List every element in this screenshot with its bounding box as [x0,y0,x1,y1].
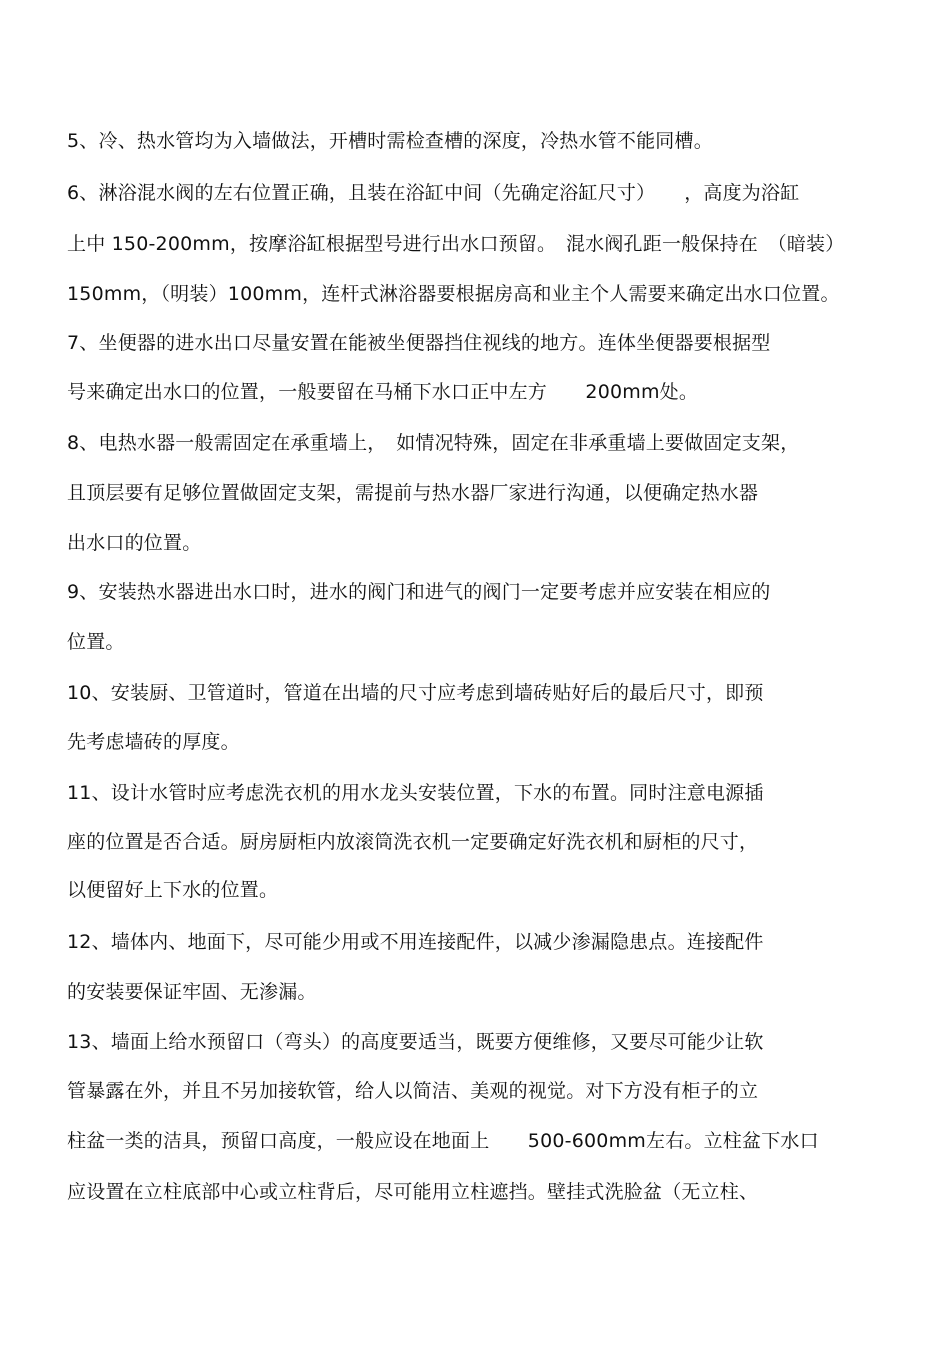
text-line: 座的位置是否合适。厨房厨柜内放滚筒洗衣机一定要确定好洗衣机和厨柜的尺寸， [67,831,759,853]
text-line: 以便留好上下水的位置。 [67,879,279,901]
text-line: 且顶层要有足够位置做固定支架，需提前与热水器厂家进行沟通，以便确定热水器 [67,482,759,504]
text-line: 10、安装厨、卫管道时，管道在出墙的尺寸应考虑到墙砖贴好后的最后尺寸，即预 [67,682,764,704]
text-line: 7、坐便器的进水出口尽量安置在能被坐便器挡住视线的地方。连体坐便器要根据型 [67,332,771,354]
text-line: 出水口的位置。 [67,532,202,554]
text-line: 应设置在立柱底部中心或立柱背后，尽可能用立柱遮挡。壁挂式洗脸盆（无立柱、 [67,1181,759,1203]
text-line: 12、墙体内、地面下，尽可能少用或不用连接配件，以减少渗漏隐患点。连接配件 [67,931,764,953]
text-line: 8、电热水器一般需固定在承重墙上， 如情况特殊，固定在非承重墙上要做固定支架， [67,432,800,454]
text-line: 位置。 [67,631,125,653]
text-line: 11、设计水管时应考虑洗衣机的用水龙头安装位置，下水的布置。同时注意电源插 [67,782,764,804]
text-line: 先考虑墙砖的厚度。 [67,731,240,753]
text-line: 上中 150-200mm，按摩浴缸根据型号进行出水口预留。 混水阀孔距一般保持在 （暗装） [67,233,845,255]
text-line: 柱盆一类的洁具，预留口高度，一般应设在地面上 500-600mm左右。立柱盆下水口 [67,1130,819,1152]
text-line: 150mm，（明装）100mm，连杆式淋浴器要根据房高和业主个人需要来确定出水口位置。 [67,283,840,305]
text-line: 管暴露在外，并且不另加接软管，给人以简洁、美观的视觉。对下方没有柜子的立 [67,1080,759,1102]
text-line: 9、安装热水器进出水口时，进水的阀门和进气的阀门一定要考虑并应安装在相应的 [67,581,771,603]
text-line: 13、墙面上给水预留口（弯头）的高度要适当，既要方便维修，又要尽可能少让软 [67,1031,764,1053]
text-line: 的安装要保证牢固、无渗漏。 [67,981,317,1003]
text-line: 5、冷、热水管均为入墙做法，开槽时需检查槽的深度，冷热水管不能同槽。 [67,130,713,152]
text-line: 号来确定出水口的位置，一般要留在马桶下水口正中左方 200mm处。 [67,381,699,403]
text-line: 6、淋浴混水阀的左右位置正确，且装在浴缸中间（先确定浴缸尺寸） ，高度为浴缸 [67,182,800,204]
